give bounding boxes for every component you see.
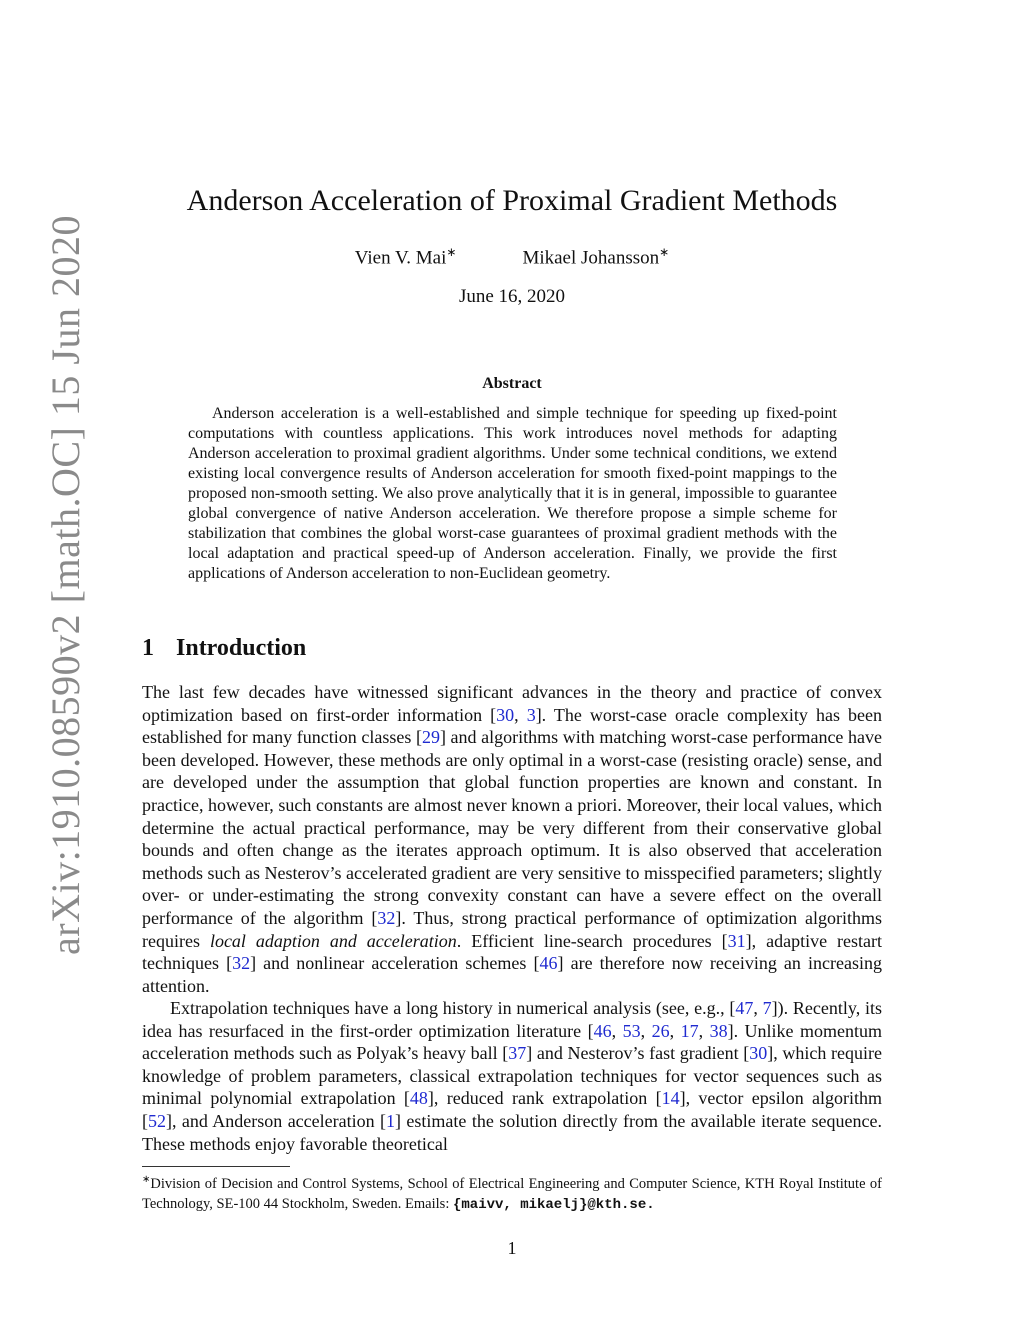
paper-title: Anderson Acceleration of Proximal Gradient Methods <box>186 184 838 217</box>
page-number: 1 <box>507 1238 517 1258</box>
footnote-affiliation: ∗Division of Decision and Control Systems, School of Electrical Engineering and Computer Science, KTH Royal Institute of Technology, SE-100 44 Stockholm, Sweden. Emails: {maivv, mikaelj}@kth.se. <box>142 1174 882 1213</box>
citation-link[interactable]: 7 <box>762 998 772 1018</box>
publication-date: June 16, 2020 <box>458 286 566 307</box>
section-heading-introduction <box>142 635 306 662</box>
citation-link[interactable]: 52 <box>148 1110 166 1131</box>
citation-link[interactable]: 46 <box>539 953 558 974</box>
author-2: Mikael Johansson∗ <box>522 245 670 269</box>
citation-link[interactable]: 37 <box>508 1043 527 1064</box>
section-title: Introduction <box>176 635 307 661</box>
footnote-emails: {maivv, mikaelj}@kth.se. <box>452 1196 655 1213</box>
author-list <box>0 245 1024 269</box>
footnote-divider <box>142 1166 290 1167</box>
citation-link[interactable]: 3 <box>526 704 536 725</box>
citation-link[interactable]: 1 <box>386 1110 396 1131</box>
citation-link[interactable]: 38 <box>709 1020 728 1041</box>
citation-link[interactable]: 53 <box>622 1020 641 1041</box>
citation-link[interactable]: 48 <box>409 1088 428 1109</box>
intro-paragraph-2: Extrapolation techniques have a long history in numerical analysis (see, e.g., [47, 7]). Recently, its idea has resurfaced in the first-order optimization literature [46, 53, 26, 17, 38]. Unlike momentum acceleration methods such as Polyak’s heavy ball [37] and Nesterov’s fast gradient [30], which require knowledge of problem parameters, classical extrapolation techniques for vector sequences such as minimal polynomial extrapolation [48], reduced rank extrapolation [14], vector epsilon algorithm [52], and Anderson acceleration [1] estimate the solution directly from the available iterate sequence. These methods enjoy favorable theoretical <box>142 998 883 1154</box>
abstract-text: Anderson acceleration is a well-established and simple technique for speeding up fixed-point computations with countless applications. This work introduces novel methods for adapting Anderson acceleration to proximal gradient algorithms. Under some technical conditions, we extend existing local convergence results of Anderson acceleration for smooth fixed-point mappings to the proposed non-smooth setting. We also prove analytically that it is in general, impossible to guarantee global convergence of native Anderson acceleration. We therefore propose a simple scheme for stabilization that combines the global worst-case guarantees of proximal gradient methods with the local adaptation and practical speed-up of Anderson acceleration. Finally, we provide the first applications of Anderson acceleration to non-Euclidean geometry. <box>188 405 837 582</box>
citation-link[interactable]: 32 <box>377 907 396 928</box>
citation-link[interactable]: 30 <box>749 1043 768 1064</box>
footnote-mark: ∗ <box>142 1174 151 1185</box>
abstract-heading: Abstract <box>482 375 542 392</box>
citation-link[interactable]: 47 <box>735 998 754 1018</box>
author-1: Vien V. Mai∗ <box>354 245 457 269</box>
citation-link[interactable]: 14 <box>661 1088 680 1109</box>
arxiv-identifier-stamp: arXiv:1910.08590v2 [math.OC] 15 Jun 2020 <box>43 215 88 955</box>
section-number: 1 <box>142 635 154 661</box>
citation-link[interactable]: 32 <box>232 953 251 974</box>
citation-link[interactable]: 30 <box>496 704 515 725</box>
citation-link[interactable]: 46 <box>593 1020 612 1041</box>
citation-link[interactable]: 29 <box>421 727 440 748</box>
intro-paragraph-1: The last few decades have witnessed significant advances in the theory and practice of convex optimization based on first-order information [30, 3]. The worst-case oracle complexity has been established for many function classes [29] and algorithms with matching worst-case performance have been developed. However, these methods are only optimal in a worst-case (resisting oracle) sense, and are developed under the assumption that global function properties are known and constant. In practice, however, such constants are almost never known a priori. Moreover, their local values, which determine the actual practical performance, may be very different from their conservative global bounds and often change as the iterates approach optimum. It is also observed that acceleration methods such as Nesterov’s accelerated gradient are very sensitive to misspecified parameters; slightly over- or under-estimating the strong convexity constant can have a severe effect on the overall performance of the algorithm [32]. Thus, strong practical performance of optimization algorithms requires local adaption and acceleration. Efficient line-search procedures [31], adaptive restart techniques [32] and nonlinear acceleration schemes [46] are therefore now receiving an increasing attention. <box>142 682 883 996</box>
citation-link[interactable]: 26 <box>651 1020 670 1041</box>
citation-link[interactable]: 17 <box>680 1020 699 1041</box>
emphasis-text: local adaption and acceleration <box>209 930 457 951</box>
citation-link[interactable]: 31 <box>727 930 746 951</box>
